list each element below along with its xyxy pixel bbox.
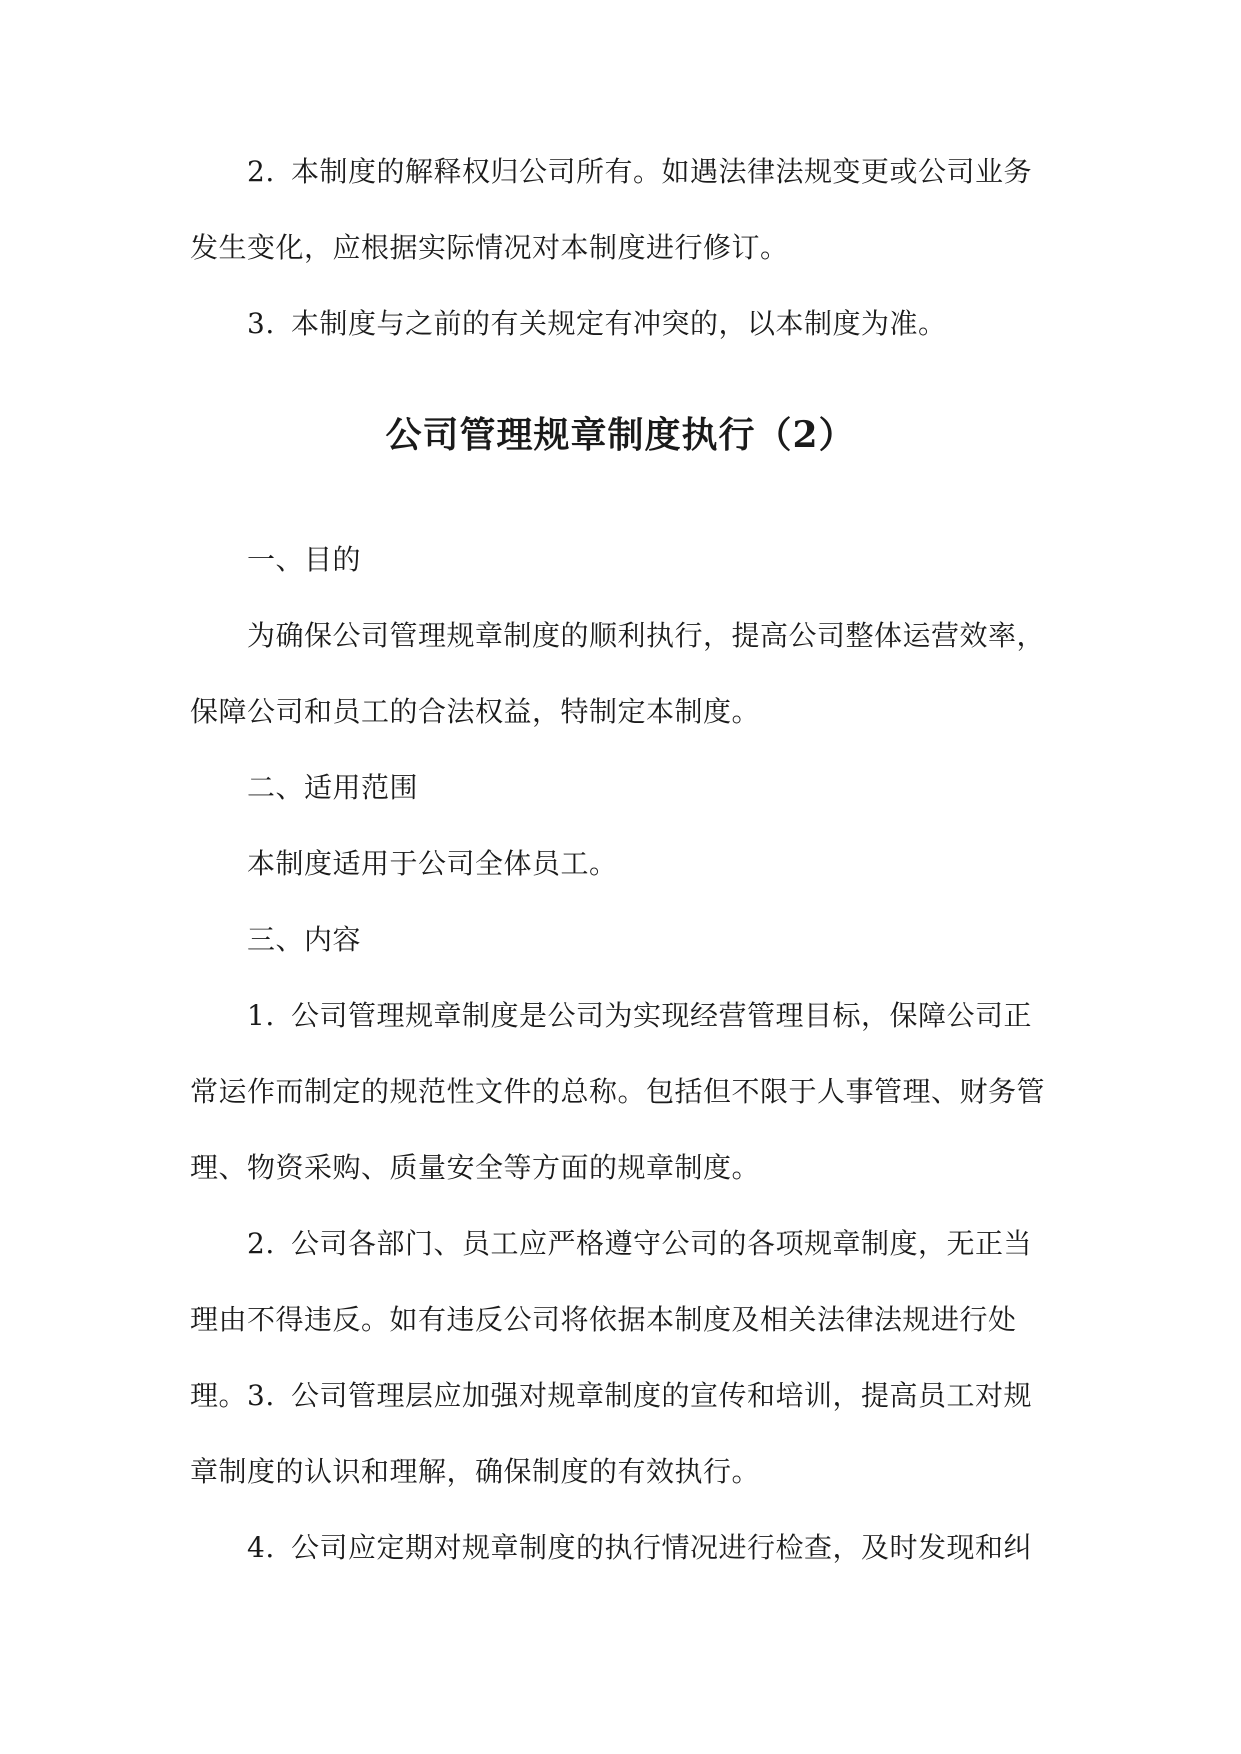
clause-number: 2.	[247, 155, 275, 188]
item-text: 公司各部门、员工应严格遵守公司的各项规章制度，无正当理由不得违反。如有违反公司将依据本制度及相关法律法规进行处理。	[190, 1227, 1033, 1412]
clause-number: 3.	[247, 307, 275, 340]
scope-heading: 二、适用范围	[247, 771, 419, 804]
clause-text: 本制度的解释权归公司所有。如遇法律法规变更或公司业务发生变化，应根据实际情况对本制度进行修订。	[190, 155, 1033, 264]
item-number: 2.	[247, 1227, 275, 1260]
item-text: 公司管理层应加强对规章制度的宣传和培训，提高员工对规章制度的认识和理解，确保制度的有效执行。	[190, 1379, 1033, 1488]
item-number: 4.	[247, 1531, 275, 1564]
content-heading: 三、内容	[247, 923, 362, 956]
item-number: 1.	[247, 999, 275, 1032]
content-item-3	[190, 1358, 1060, 1510]
clause-text: 本制度与之前的有关规定有冲突的，以本制度为准。	[291, 307, 947, 340]
scope-paragraph: 本制度适用于公司全体员工。	[247, 847, 618, 880]
content-item-1	[190, 978, 1060, 1206]
clause-3-previous	[190, 286, 1060, 362]
purpose-heading: 一、目的	[247, 543, 362, 576]
item-text: 公司应定期对规章制度的执行情况进行检查，及时发现和纠	[291, 1531, 1033, 1564]
purpose-paragraph: 为确保公司管理规章制度的顺利执行，提高公司整体运营效率，保障公司和员工的合法权益，特制定本制度。	[190, 619, 1046, 728]
clause-2-previous	[190, 134, 1060, 286]
item-text: 公司管理规章制度是公司为实现经营管理目标，保障公司正常运作而制定的规范性文件的总称。包括但不限于人事管理、财务管理、物资采购、质量安全等方面的规章制度。	[190, 999, 1046, 1184]
content-item-4	[190, 1510, 1060, 1586]
document-title: 公司管理规章制度执行（2）	[385, 414, 856, 456]
item-number: 3.	[247, 1379, 275, 1412]
